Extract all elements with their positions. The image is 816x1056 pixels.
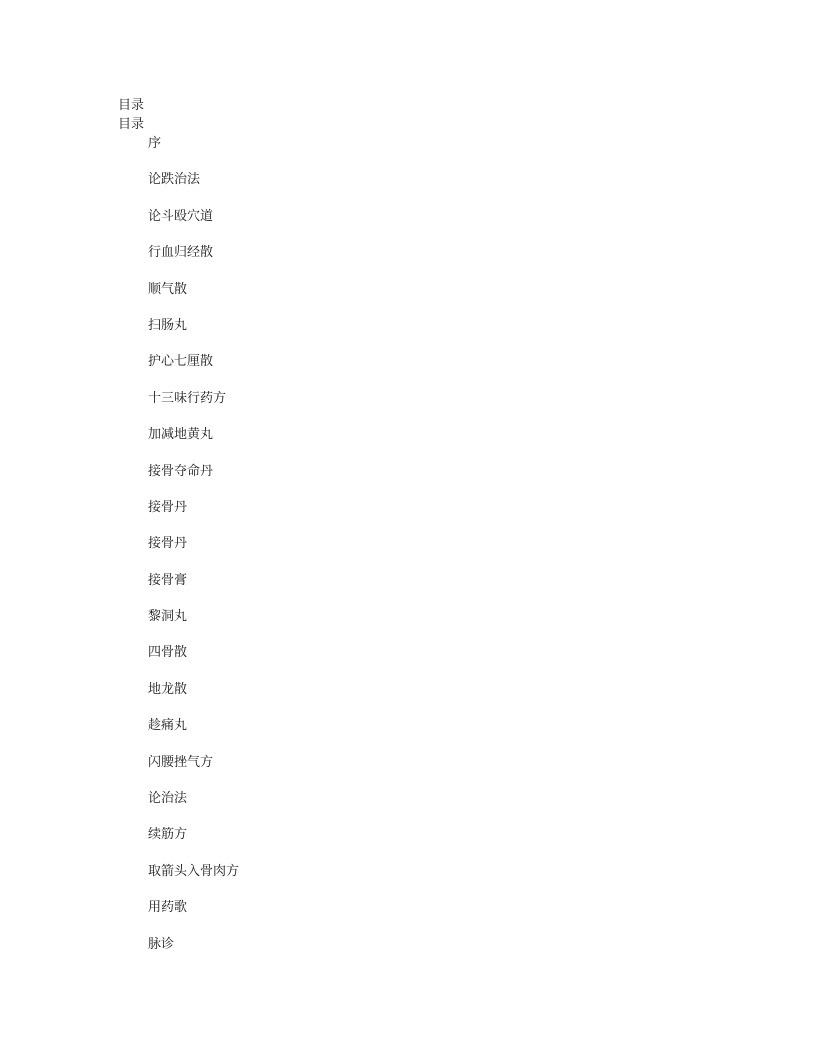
toc-entry: 论治法 [148,790,188,806]
toc-entry: 顺气散 [148,280,188,296]
toc-entry: 行血归经散 [148,244,214,260]
toc-entry: 序 [148,135,162,150]
toc-content [118,95,776,970]
toc-heading: 目录 [118,97,145,112]
toc-entry: 闪腰挫气方 [148,753,214,769]
toc-entry: 脉诊 [148,935,175,951]
toc-entry: 护心七厘散 [148,353,214,369]
toc-entry: 接骨丹 [148,498,188,514]
toc-entry: 扫肠丸 [148,316,188,332]
toc-entry: 接骨膏 [148,571,188,587]
toc-entry: 四骨散 [148,644,188,660]
toc-entry-list [148,133,776,953]
toc-entry: 接骨夺命丹 [148,462,214,478]
toc-entry: 趁痛丸 [148,717,188,733]
toc-entry: 论斗殴穴道 [148,207,214,223]
toc-entry: 接骨丹 [148,535,188,551]
toc-entry: 十三味行药方 [148,389,227,405]
toc-entry: 黎洞丸 [148,608,188,624]
toc-entry: 地龙散 [148,680,188,696]
toc-entry: 续筋方 [148,826,188,842]
toc-entry: 取箭头入骨肉方 [148,862,240,878]
toc-entry: 论跌治法 [148,171,201,187]
toc-entry: 用药歌 [148,899,188,915]
toc-entry: 加减地黄丸 [148,426,214,442]
toc-heading: 目录 [118,116,145,131]
